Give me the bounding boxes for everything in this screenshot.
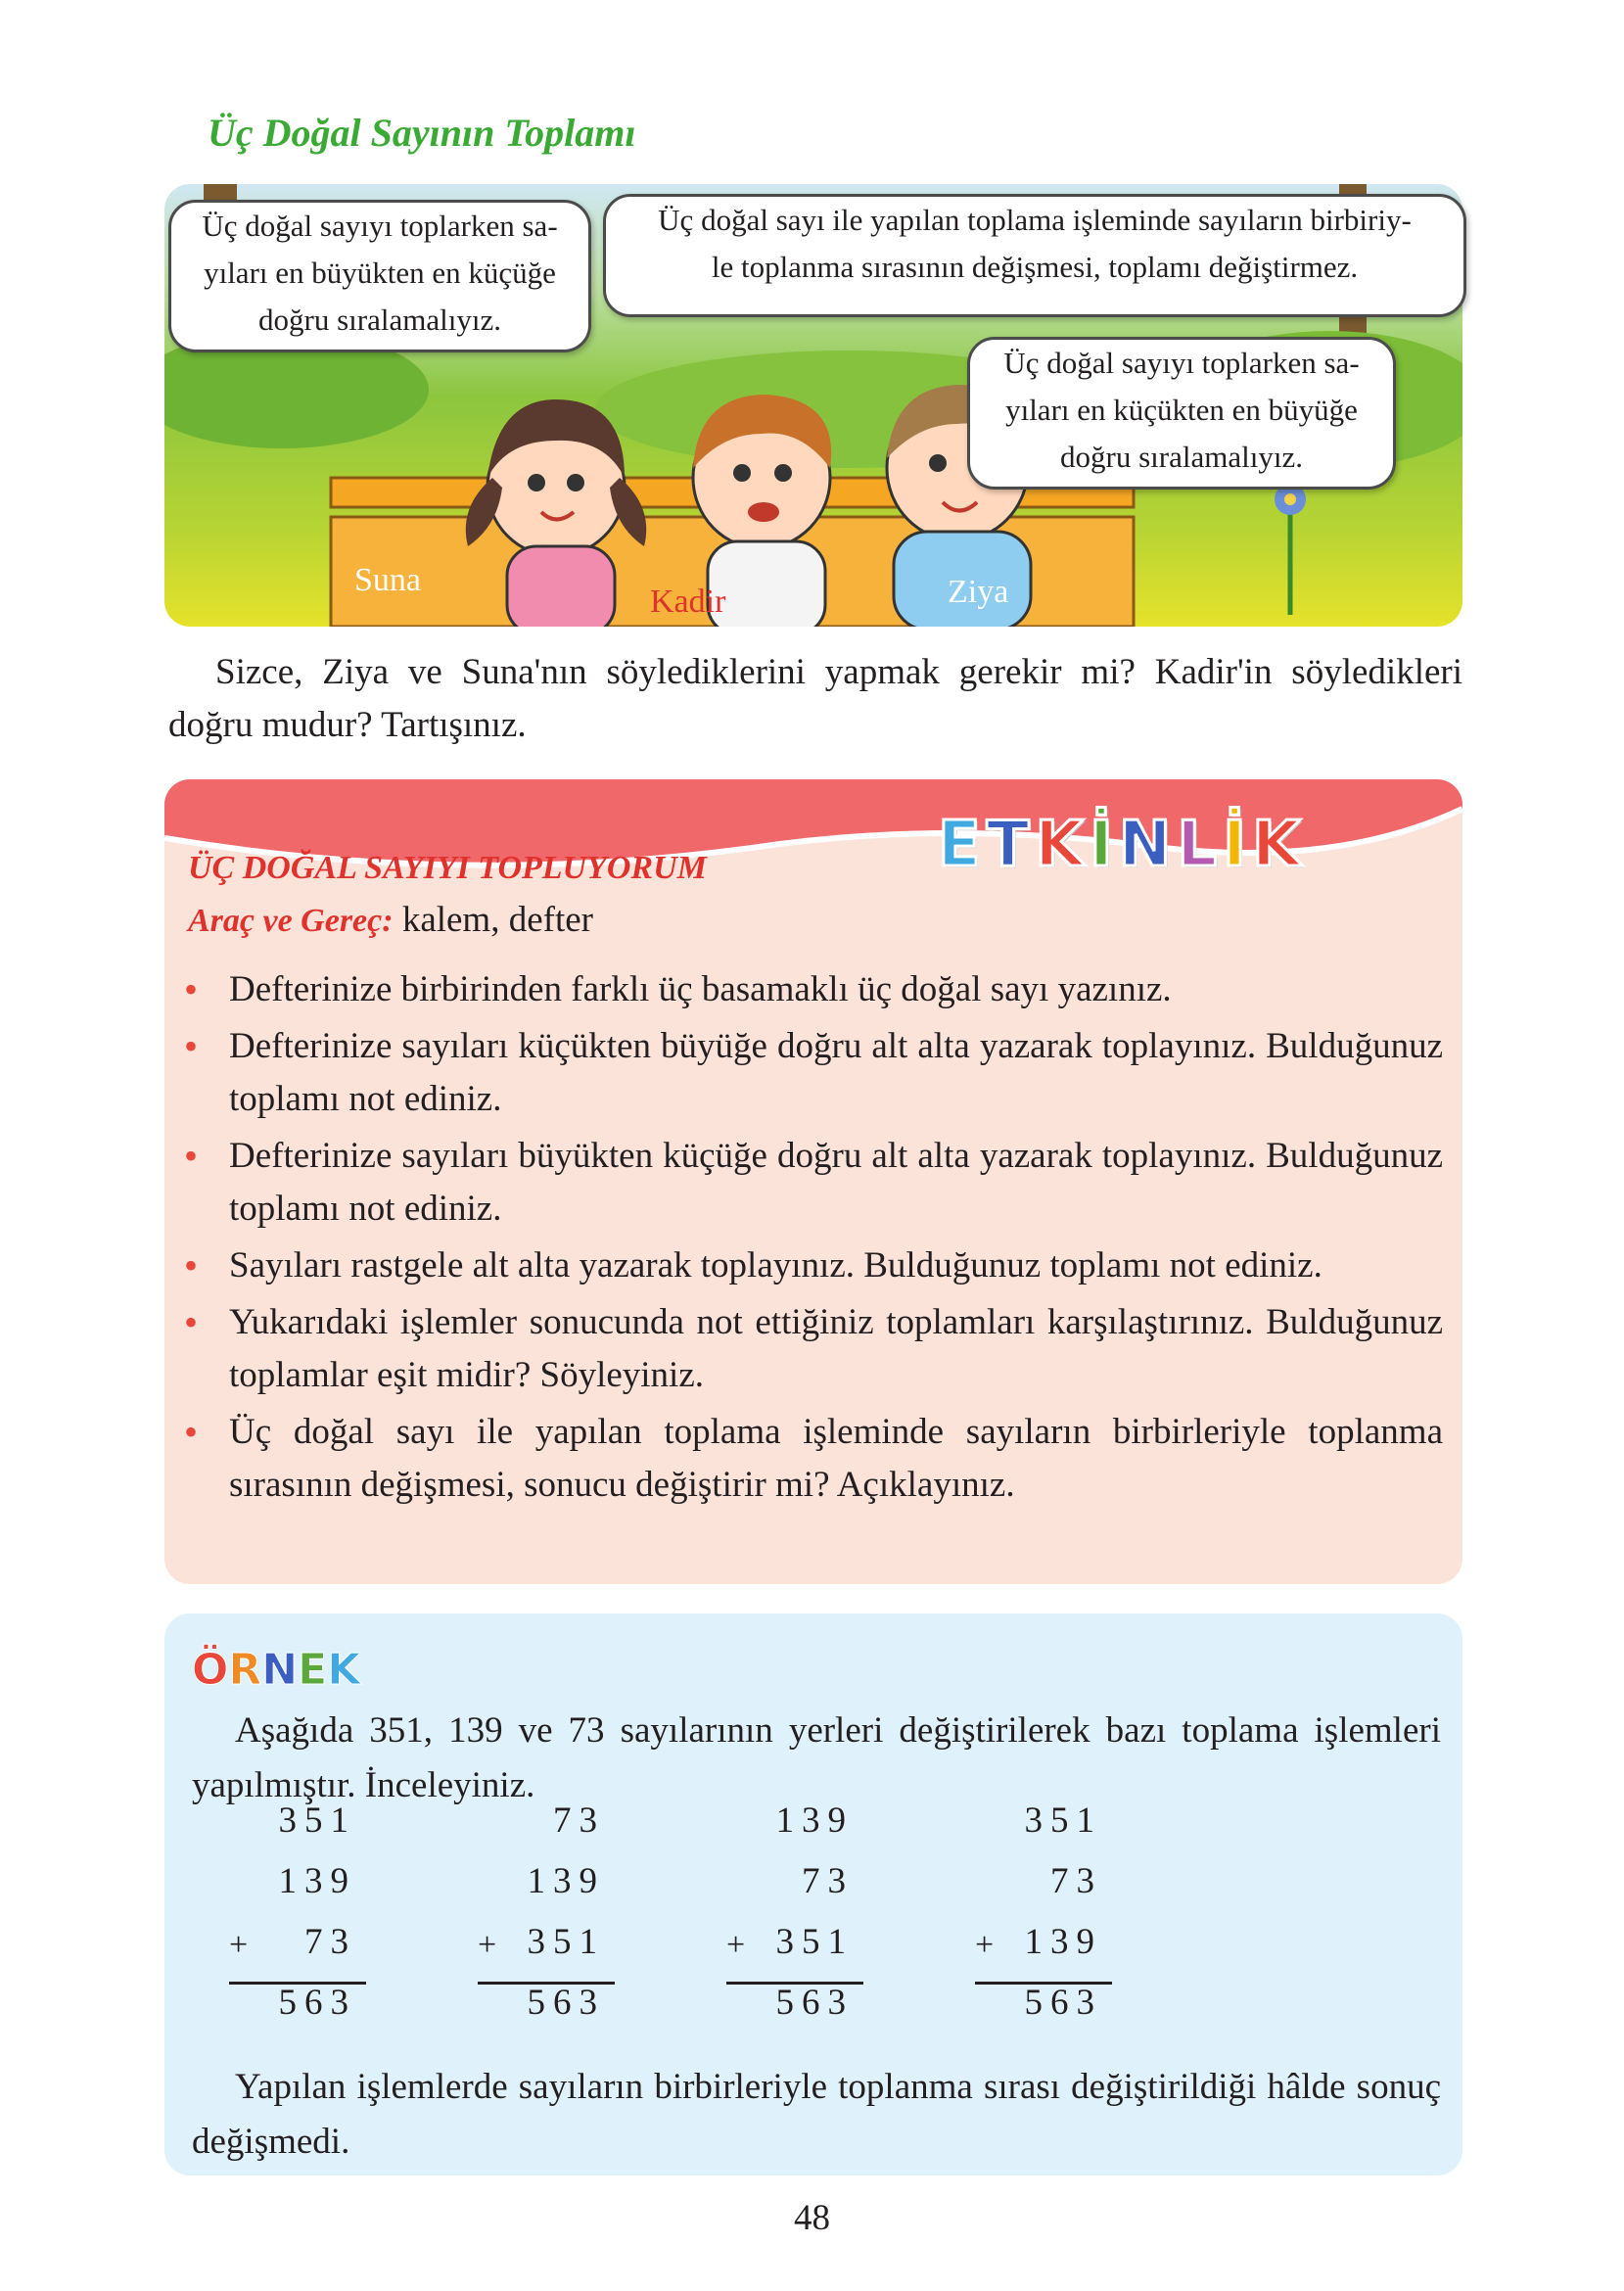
sum: 563 xyxy=(527,1983,605,2023)
addition-calc xyxy=(975,1800,1102,2023)
activity-title: ÜÇ DOĞAL SAYIYI TOPLUYORUM xyxy=(188,850,707,886)
bullet-icon: • xyxy=(184,1024,199,1068)
badge-letter: K xyxy=(1035,809,1084,881)
bubble-line: yıları en büyükten en küçüğe xyxy=(204,256,556,290)
sum: 563 xyxy=(775,1983,854,2023)
badge-letter: N xyxy=(261,1645,299,1695)
sum: 563 xyxy=(1024,1983,1102,2023)
speech-bubble-ziya xyxy=(967,337,1396,490)
badge-letter: L xyxy=(1177,809,1218,881)
list-item xyxy=(184,963,1443,1016)
addend: 351 xyxy=(527,1922,605,1962)
addend: 351 xyxy=(775,1922,854,1962)
etkinlik-badge xyxy=(938,783,1307,881)
addend: 73 xyxy=(802,1861,854,1901)
bubble-line: doğru sıralamalıyız. xyxy=(258,303,501,337)
badge-letter: K xyxy=(327,1645,361,1695)
ornek-badge xyxy=(192,1645,360,1695)
badge-letter: R xyxy=(228,1645,262,1695)
addend: 73 xyxy=(1050,1861,1102,1901)
addend: 73 xyxy=(553,1800,605,1841)
addend: 351 xyxy=(1024,1800,1102,1841)
list-item-text: Sayıları rastgele alt alta yazarak toplayınız. Bulduğunuz toplamı not ediniz. xyxy=(229,1245,1322,1286)
bubble-line: yıları en küçükten en büyüğe xyxy=(1005,393,1358,427)
bubble-line: le toplanma sırasının değişmesi, toplamı değiştirmez. xyxy=(711,250,1359,284)
list-item-text: Yukarıdaki işlemler sonucunda not ettiğiniz toplamları karşılaştırınız. Bulduğunuz toplamlar eşit midir? Söyleyiniz. xyxy=(229,1302,1443,1395)
badge-letter: E xyxy=(298,1645,328,1695)
addend: 139 xyxy=(278,1861,356,1901)
bubble-line: Üç doğal sayıyı toplarken sa- xyxy=(202,209,558,243)
sum: 563 xyxy=(278,1983,356,2023)
addend: 73 xyxy=(304,1922,356,1962)
discussion-question: Sizce, Ziya ve Suna'nın söylediklerini yapmak gerekir mi? Kadir'in söyledikleri doğru mudur? Tartışınız. xyxy=(168,652,1462,745)
addend: 139 xyxy=(527,1861,605,1901)
list-item-text: Defterinize sayıları küçükten büyüğe doğru alt alta yazarak toplayınız. Bulduğunuz toplamı not ediniz. xyxy=(229,1026,1443,1119)
list-item-text: Üç doğal sayı ile yapılan toplama işleminde sayıların birbirleriyle toplanma sırasının değişmesi, sonucu değiştirir mi? Açıklayınız. xyxy=(229,1412,1443,1505)
bullet-icon: • xyxy=(184,1410,199,1454)
bubble-line: Üç doğal sayı ile yapılan toplama işleminde sayıların birbiriy- xyxy=(658,203,1412,237)
addition-calc xyxy=(726,1800,854,2023)
bullet-icon: • xyxy=(184,1300,199,1344)
addend: 351 xyxy=(278,1800,356,1841)
name-label-kadir: Kadir xyxy=(650,584,726,620)
bullet-icon: • xyxy=(184,1134,199,1178)
speech-bubble-kadir xyxy=(603,194,1466,317)
badge-letter: Ö xyxy=(192,1645,229,1695)
plus-sign: + xyxy=(975,1927,995,1963)
plus-sign: + xyxy=(229,1927,249,1963)
list-item xyxy=(184,1406,1443,1512)
bubble-line: doğru sıralamalıyız. xyxy=(1060,440,1303,474)
bullet-icon: • xyxy=(184,1243,199,1287)
badge-letter: N xyxy=(1118,809,1172,881)
badge-letter: İ xyxy=(1223,809,1246,881)
badge-letter: T xyxy=(986,809,1030,881)
list-item-text: Defterinize birbirinden farklı üç basamaklı üç doğal sayı yazınız. xyxy=(229,969,1172,1009)
addend: 139 xyxy=(1024,1922,1102,1962)
addend: 139 xyxy=(775,1800,854,1841)
addition-calc xyxy=(229,1800,356,2023)
badge-letter: İ xyxy=(1089,809,1113,881)
page-number: 48 xyxy=(794,2198,830,2238)
tools-value: kalem, defter xyxy=(393,900,593,940)
list-item xyxy=(184,1239,1443,1292)
name-label-ziya: Ziya xyxy=(948,574,1009,610)
name-label-suna: Suna xyxy=(354,562,421,598)
plus-sign: + xyxy=(478,1927,497,1963)
tools-label: Araç ve Gereç: xyxy=(188,903,394,939)
speech-bubble-suna xyxy=(168,200,591,352)
section-title: Üç Doğal Sayının Toplamı xyxy=(208,111,636,155)
example-intro: Aşağıda 351, 139 ve 73 sayılarının yerleri değiştirilerek bazı toplama işlemleri yapılmıştır. İnceleyiniz. xyxy=(192,1710,1441,1805)
activity-bullet-list xyxy=(184,963,1443,1516)
example-conclusion: Yapılan işlemlerde sayıların birbirleriyle toplanma sırası değiştirildiği hâlde sonuç değişmedi. xyxy=(192,2067,1441,2162)
badge-letter: E xyxy=(938,809,981,881)
list-item xyxy=(184,1020,1443,1126)
list-item xyxy=(184,1296,1443,1402)
activity-tools xyxy=(188,899,593,941)
plus-sign: + xyxy=(726,1927,746,1963)
list-item xyxy=(184,1130,1443,1236)
addition-calc xyxy=(478,1800,605,2023)
bullet-icon: • xyxy=(184,967,199,1011)
list-item-text: Defterinize sayıları büyükten küçüğe doğru alt alta yazarak toplayınız. Bulduğunuz toplamı not ediniz. xyxy=(229,1136,1443,1229)
bubble-line: Üç doğal sayıyı toplarken sa- xyxy=(1003,346,1360,380)
badge-letter: K xyxy=(1251,809,1301,881)
